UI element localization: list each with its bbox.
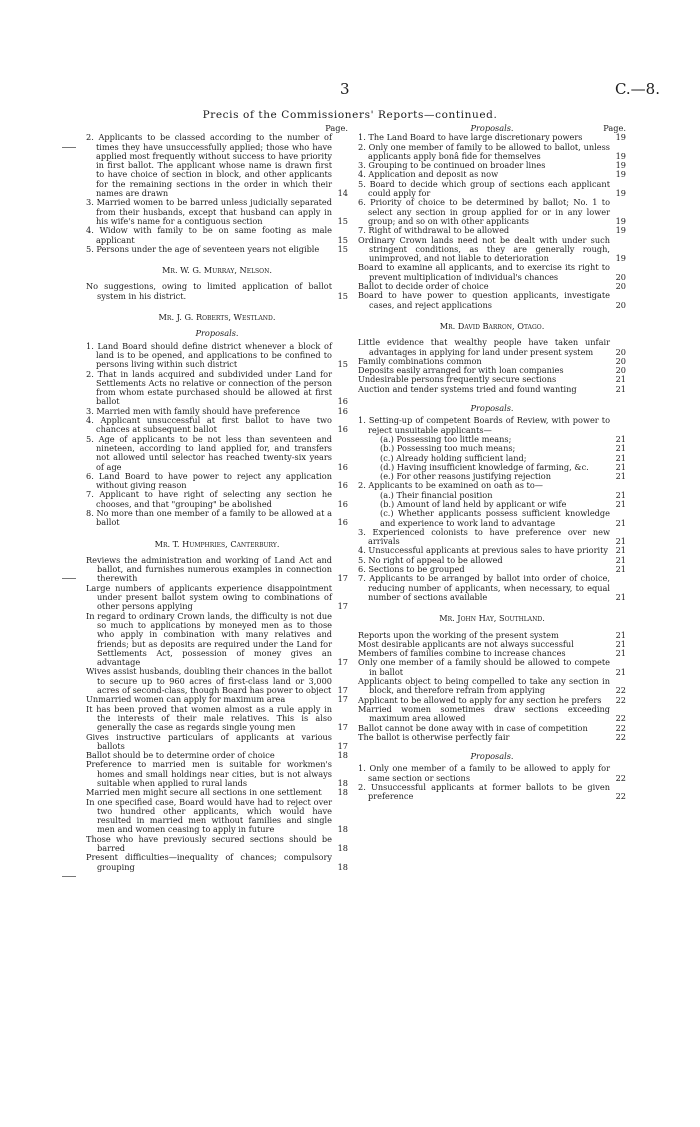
- entry-text: Board to have power to question applicants, investigate cases, and reject applications: [358, 290, 610, 310]
- entry-page-ref: 22: [615, 722, 626, 733]
- entry-text: 5. Age of applicants to be not less than seventeen and nineteen, according to land applied for, and transfers not allowed until selector has reached twenty-six years of age: [86, 433, 332, 472]
- list-item: [86, 705, 348, 733]
- entry-page-ref: 15: [337, 290, 348, 301]
- entry-page-ref: 16: [337, 498, 348, 509]
- barron-proposals: [358, 416, 626, 602]
- entry-text: 5. No right of appeal to be allowed: [358, 554, 503, 565]
- entry-text: Present difficulties—inequality of chances; compulsory grouping: [86, 852, 332, 872]
- list-item: [358, 291, 626, 310]
- entry-page-ref: 22: [615, 694, 626, 705]
- entry-text: 2. Applicants to be examined on oath as to—: [358, 480, 543, 491]
- entry-page-ref: 21: [615, 629, 626, 640]
- entry-page-ref: 17: [337, 601, 348, 612]
- list-item: [358, 236, 626, 264]
- entry-text: 3. Grouping to be continued on broader lines: [358, 160, 546, 171]
- page-title: Precis of the Commissioners' Reports—continued.: [202, 109, 498, 121]
- list-item: [358, 263, 626, 282]
- list-item: [358, 143, 626, 162]
- entry-page-ref: 21: [615, 489, 626, 500]
- entry-text: (c.) Already holding sufficient land;: [380, 452, 527, 463]
- entry-text: Family combinations common: [358, 355, 482, 366]
- entry-text: (e.) For other reasons justifying rejection: [380, 471, 551, 482]
- list-item: [358, 385, 626, 394]
- entry-page-ref: 22: [615, 713, 626, 724]
- right-column: [358, 124, 626, 802]
- list-item: [86, 584, 348, 612]
- list-item: [358, 528, 626, 547]
- entry-page-ref: 20: [615, 271, 626, 282]
- entry-page-ref: 21: [615, 383, 626, 394]
- entry-text: Applicants object to being compelled to take any section in block, and therefore refrain from applying: [358, 676, 610, 696]
- entry-page-ref: 21: [615, 591, 626, 602]
- document-reference: C.—8.: [614, 80, 660, 98]
- entry-page-ref: 21: [615, 638, 626, 649]
- list-item: [86, 370, 348, 407]
- margin-mark: [62, 578, 76, 579]
- list-item: [358, 574, 626, 602]
- entry-page-ref: 14: [337, 188, 348, 199]
- hay-proposals: [358, 764, 626, 801]
- margin-mark: [62, 876, 76, 877]
- entry-text: In regard to ordinary Crown lands, the difficulty is not due so much to applications by moneyed men as to those who apply in combination with many relatives and friends; but as deposits are required under the Land for Settlements Act, possession of money gives an advantage: [86, 610, 332, 668]
- entry-text: 3. Married women to be barred unless judicially separated from their husbands, except that husband can apply in his wife's name for a contiguous section: [86, 197, 332, 226]
- list-item: [86, 509, 348, 528]
- entry-text: Undesirable persons frequently secure sections: [358, 374, 557, 385]
- entry-text: 7. Applicant to have right of selecting any section he chooses, and that "grouping" be abolished: [86, 489, 332, 509]
- left-entries-1: [86, 133, 348, 254]
- list-item: [358, 180, 626, 199]
- entry-page-ref: 21: [615, 564, 626, 575]
- murray-entries: [86, 282, 348, 301]
- entry-page-ref: 21: [615, 554, 626, 565]
- humphries-entries: [86, 556, 348, 872]
- entry-page-ref: 20: [615, 281, 626, 292]
- entry-page-ref: 18: [337, 824, 348, 835]
- entry-text: (c.) Whether applicants possess sufficient knowledge and experience to work land to advantage: [380, 508, 610, 528]
- entry-text: (b.) Possessing too much means;: [380, 443, 516, 454]
- entry-text: 2. Only one member of family to be allowed to ballot, unless applicants apply bonâ fide for themselves: [358, 141, 610, 161]
- entry-page-ref: 19: [615, 225, 626, 236]
- entry-page-ref: 21: [615, 452, 626, 463]
- entry-text: Only one member of a family should be allowed to compete in ballot: [358, 657, 610, 677]
- left-column: [86, 124, 348, 872]
- list-item: [86, 853, 348, 872]
- entry-text: 1. Land Board should define district whenever a block of land is to be opened, and applications to be confined to persons living within such district: [86, 340, 332, 370]
- section-heading-barron: Mr. David Barron, Otago.: [439, 320, 545, 331]
- entry-page-ref: 16: [337, 517, 348, 528]
- entry-text: 2. Applicants to be classed according to the number of times they have unsuccessfully applied; those who have applied most frequently without success to have priority in first ballot. The applicant whose name is drawn first to have choice of section in block, and other applicants for the remaining sections in the order in which their names are drawn: [86, 132, 332, 199]
- list-item: [358, 198, 626, 226]
- list-item: [358, 764, 626, 783]
- entry-page-ref: 18: [337, 750, 348, 761]
- entry-page-ref: 18: [337, 843, 348, 854]
- list-item: [358, 658, 626, 677]
- right-entries-1: [358, 133, 626, 310]
- entry-page-ref: 18: [337, 778, 348, 788]
- list-item: [358, 509, 626, 528]
- list-item: [86, 667, 348, 695]
- entry-page-ref: 20: [615, 346, 626, 357]
- entry-text: Married women sometimes draw sections exceeding maximum area allowed: [358, 703, 610, 724]
- entry-page-ref: 20: [615, 355, 626, 366]
- entry-page-ref: 22: [615, 731, 626, 742]
- entry-text: It has been proved that women almost as a rule apply in the interests of their male relatives. This is also generally the case as regards single young men: [86, 703, 332, 733]
- entry-text: 4. Application and deposit as now: [358, 169, 499, 180]
- list-item: [86, 733, 348, 752]
- entry-page-ref: 21: [615, 666, 626, 677]
- list-item: [86, 835, 348, 854]
- entry-page-ref: 22: [615, 772, 626, 783]
- entry-text: 6. Priority of choice to be determined by ballot; No. 1 to select any section in group applied for or in any lower group; and so on with other applicants: [358, 197, 610, 226]
- entry-page-ref: 21: [615, 471, 626, 482]
- list-item: [86, 416, 348, 435]
- list-item: [358, 733, 626, 742]
- entry-text: 1. The Land Board to have large discretionary powers: [358, 132, 583, 143]
- entry-text: Married men might secure all sections in one settlement: [86, 787, 322, 798]
- entry-text: In one specified case, Board would have had to reject over two hundred other applicants, which would have resulted in married men without families and single men and women ceasing to apply in future: [86, 796, 332, 835]
- list-item: [86, 226, 348, 245]
- list-item: [86, 282, 348, 301]
- section-heading-hay: Mr. John Hay, Southland.: [439, 613, 545, 624]
- roberts-proposals-label: Proposals.: [195, 328, 239, 339]
- entry-text: Little evidence that wealthy people have taken unfair advantages in applying for land under present system: [358, 337, 610, 357]
- entry-text: Board to examine all applicants, and to exercise its right to prevent multiplication of individual's chances: [358, 262, 610, 282]
- roberts-entries: [86, 342, 348, 528]
- entry-page-ref: 17: [337, 573, 348, 584]
- entry-text: Ballot cannot be done away with in case of competition: [358, 722, 588, 733]
- entry-text: Most desirable applicants are not always successful: [358, 638, 574, 649]
- entry-text: 5. Board to decide which group of sections each applicant could apply for: [358, 178, 610, 199]
- entry-text: (b.) Amount of land held by applicant or wife: [380, 498, 567, 509]
- entry-text: Those who have previously secured sections should be barred: [86, 833, 332, 854]
- list-item: [86, 198, 348, 226]
- entry-page-ref: 17: [337, 694, 348, 705]
- entry-text: 3. Experienced colonists to have preference over new arrivals: [358, 526, 610, 547]
- left-page-label: Page.: [325, 123, 348, 133]
- entry-text: Members of families combine to increase chances: [358, 648, 566, 659]
- entry-text: 1. Setting-up of competent Boards of Review, with power to reject unsuitable applicants—: [358, 415, 610, 435]
- right-proposals-header: [358, 124, 626, 133]
- entry-text: Ballot to decide order of choice: [358, 281, 489, 292]
- entry-page-ref: 16: [337, 396, 348, 407]
- entry-text: Wives assist husbands, doubling their chances in the ballot to secure up to 960 acres of first-class land or 3,000 acres of second-class, though Board has power to object: [86, 666, 332, 696]
- entry-text: (a.) Possessing too little means;: [380, 433, 512, 444]
- entry-page-ref: 15: [337, 215, 348, 226]
- entry-page-ref: 16: [337, 405, 348, 416]
- list-item: [358, 677, 626, 696]
- entry-page-ref: 16: [337, 461, 348, 472]
- entry-page-ref: 17: [337, 740, 348, 751]
- entry-text: 7. Applicants to be arranged by ballot into order of choice, reducing number of applicants, when necessary, to equal number of sections available: [358, 573, 610, 602]
- entry-page-ref: 19: [615, 132, 626, 143]
- entry-text: 6. Land Board to have power to reject any application without giving reason: [86, 470, 332, 491]
- section-heading-roberts: Mr. J. G. Roberts, Westland.: [158, 312, 276, 323]
- entry-text: 8. No more than one member of a family to be allowed at a ballot: [86, 507, 332, 528]
- entry-page-ref: 20: [615, 365, 626, 376]
- entry-page-ref: 19: [615, 150, 626, 161]
- margin-mark: [62, 147, 76, 148]
- list-item: [86, 612, 348, 668]
- entry-text: Unmarried women can apply for maximum area: [86, 694, 286, 705]
- page-number: 3: [340, 80, 350, 98]
- entry-text: Ballot should be to determine order of choice: [86, 750, 275, 761]
- entry-page-ref: 21: [615, 648, 626, 659]
- list-item: [358, 783, 626, 802]
- right-page-label: Page.: [603, 123, 626, 133]
- entry-text: Applicant to be allowed to apply for any section he prefers: [358, 694, 602, 705]
- entry-page-ref: 16: [337, 480, 348, 491]
- entry-page-ref: 18: [337, 861, 348, 872]
- entry-text: 2. Unsuccessful applicants at former ballots to be given preference: [358, 782, 610, 802]
- hay-proposals-label: Proposals.: [470, 751, 514, 762]
- list-item: [86, 472, 348, 491]
- list-item: [86, 245, 348, 254]
- entry-page-ref: 18: [337, 787, 348, 798]
- entry-page-ref: 17: [337, 685, 348, 696]
- list-item: [86, 342, 348, 370]
- right-proposals-label: Proposals.: [470, 123, 514, 133]
- barron-entries: [358, 338, 626, 394]
- entry-text: 6. Sections to be grouped: [358, 564, 465, 575]
- entry-page-ref: 15: [337, 243, 348, 254]
- entry-text: 1. Only one member of a family to be allowed to apply for same section or sections: [358, 763, 610, 783]
- entry-text: Ordinary Crown lands need not be dealt with under such stringent conditions, as they are generally rough, unimproved, and not liable to deterioration: [358, 234, 610, 264]
- entry-text: 3. Married men with family should have preference: [86, 405, 300, 416]
- entry-text: The ballot is otherwise perfectly fair: [358, 731, 510, 742]
- entry-text: 2. That in lands acquired and subdivided under Land for Settlements Acts no relative or connection of the person from whom estate purchased should be allowed at first ballot: [86, 368, 332, 407]
- entry-text: (d.) Having insufficient knowledge of farming, &c.: [380, 461, 589, 472]
- entry-text: Large numbers of applicants experience disappointment under present ballot system owing to combinations of other persons applying: [86, 582, 332, 612]
- hay-entries: [358, 631, 626, 743]
- list-item: [358, 416, 626, 435]
- entry-page-ref: 17: [337, 657, 348, 668]
- entry-page-ref: 21: [615, 498, 626, 509]
- entry-text: No suggestions, owing to limited application of ballot system in his district.: [86, 281, 332, 301]
- entry-page-ref: 19: [615, 253, 626, 264]
- entry-text: (a.) Their financial position: [380, 489, 493, 500]
- entry-page-ref: 22: [615, 791, 626, 802]
- entry-text: Gives instructive particulars of applicants at various ballots: [86, 731, 332, 751]
- entry-page-ref: 19: [615, 188, 626, 199]
- entry-text: 4. Unsuccessful applicants at previous sales to have priority: [358, 545, 609, 556]
- entry-text: Auction and tender systems tried and found wanting: [358, 383, 577, 394]
- entry-page-ref: 16: [337, 424, 348, 435]
- section-heading-humphries: Mr. T. Humphries, Canterbury.: [154, 538, 280, 549]
- barron-proposals-label: Proposals.: [470, 403, 514, 414]
- entry-text: Reviews the administration and working of Land Act and ballot, and furnishes numerous examples in connection therewith: [86, 554, 332, 584]
- list-item: [86, 133, 348, 198]
- entry-page-ref: 22: [615, 685, 626, 696]
- list-item: [358, 705, 626, 724]
- entry-text: 7. Right of withdrawal to be allowed: [358, 225, 510, 236]
- entry-page-ref: 19: [615, 215, 626, 226]
- entry-page-ref: 19: [615, 160, 626, 171]
- entry-text: 4. Widow with family to be on same footing as male applicant: [86, 225, 332, 245]
- entry-page-ref: 21: [615, 433, 626, 444]
- entry-text: 5. Persons under the age of seventeen years not eligible: [86, 243, 320, 254]
- list-item: [86, 798, 348, 835]
- entry-page-ref: 21: [615, 443, 626, 454]
- list-item: [86, 490, 348, 509]
- list-item: [86, 556, 348, 584]
- entry-page-ref: 15: [337, 359, 348, 370]
- entry-page-ref: 17: [337, 722, 348, 733]
- list-item: [86, 435, 348, 472]
- entry-text: Deposits easily arranged for with loan companies: [358, 365, 564, 376]
- entry-page-ref: 21: [615, 461, 626, 472]
- entry-page-ref: 21: [615, 517, 626, 528]
- entry-text: 4. Applicant unsuccessful at first ballot to have two chances at subsequent ballot: [86, 415, 332, 435]
- entry-page-ref: 15: [337, 234, 348, 245]
- entry-page-ref: 19: [615, 169, 626, 180]
- list-item: [358, 338, 626, 357]
- list-item: [86, 760, 348, 788]
- entry-page-ref: 21: [615, 545, 626, 556]
- entry-page-ref: 21: [615, 374, 626, 385]
- entry-text: Reports upon the working of the present system: [358, 629, 559, 640]
- entry-text: Preference to married men is suitable for workmen's homes and small holdings near cities, but is not always suitable when applied to rural lands: [86, 759, 332, 788]
- entry-page-ref: 20: [615, 299, 626, 310]
- entry-page-ref: 21: [615, 536, 626, 547]
- section-heading-murray: Mr. W. G. Murray, Nelson.: [162, 265, 272, 276]
